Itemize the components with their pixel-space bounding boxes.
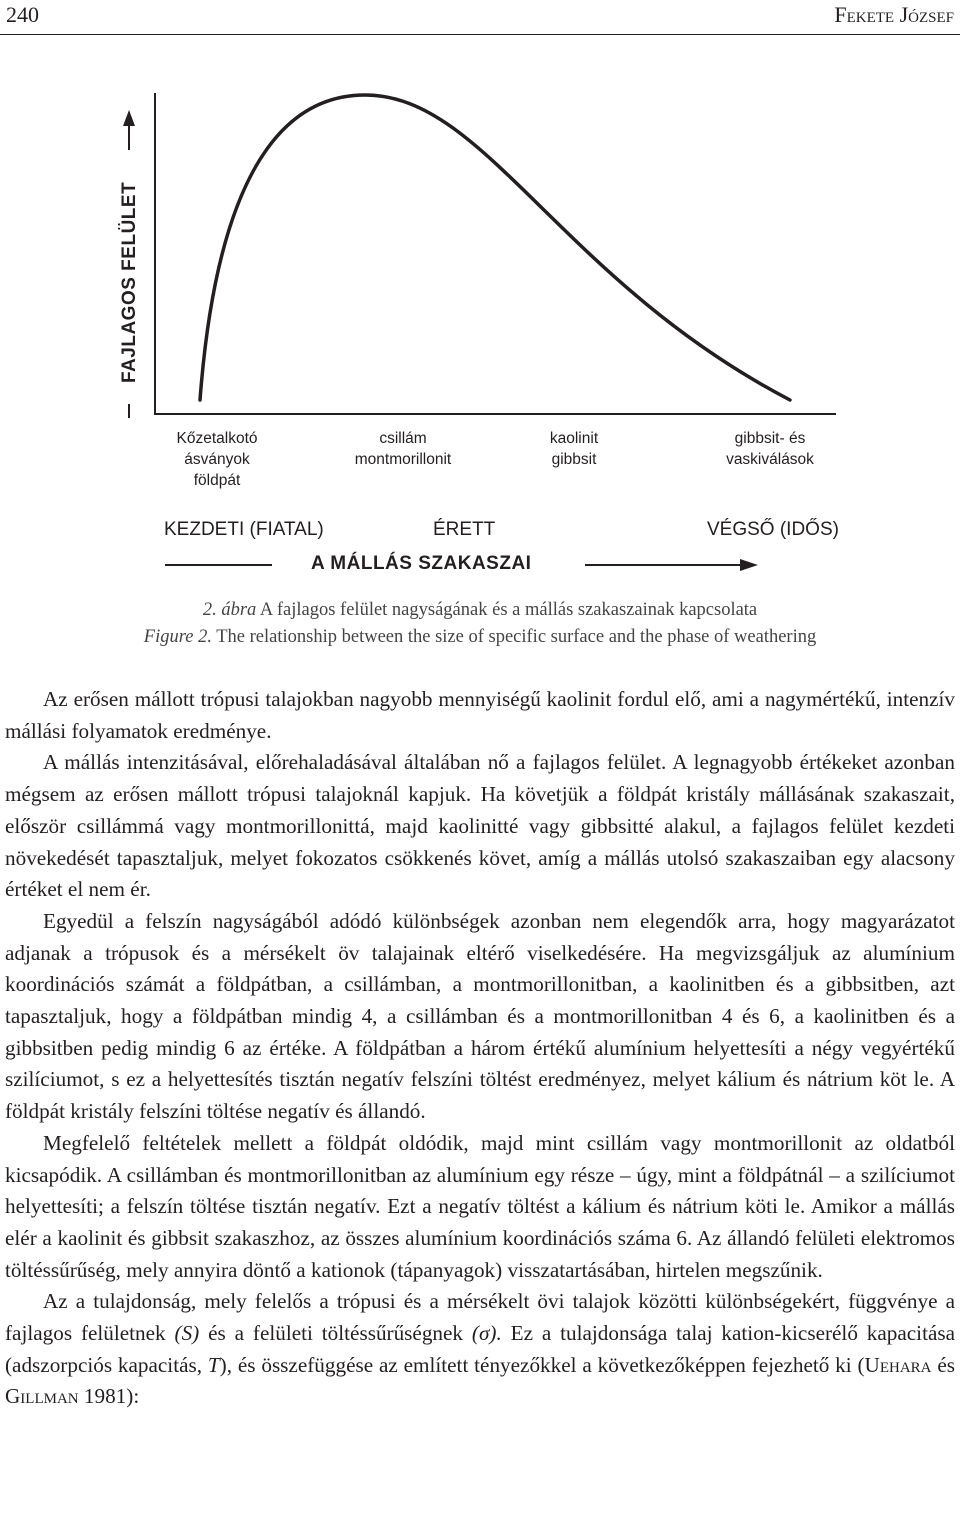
- paragraph-4: Megfelelő feltételek mellett a földpát oldódik, majd mint csillám vagy montmorillonit az oldatból kicsapódik. A csillámban és montmorillonitban az alumínium egy része – úgy, mint a földpátnál – a szilíciumot helyettesíti; a felszín töltése tisztán negatív. Ezt a negatív töltést a kálium és nátrium köti le. Amikor a mállás elér a kaolinit és gibbsit szakaszhoz, az összes alumínium koordinációs száma 6. Az állandó felületi elektromos töltéssűrűség, mely annyira döntő a kationok (tápanyagok) visszatartásában, hirtelen megszűnik.: [5, 1130, 955, 1282]
- p5-text-b: és a felületi töltéssűrűségnek: [208, 1321, 464, 1346]
- p5-ref-gillman: Gillman: [5, 1384, 79, 1409]
- p5-symbol-s: (S): [174, 1321, 200, 1346]
- mineral-label-text: gibbsit: [551, 451, 597, 468]
- stage-label-initial: KEZDETI (FIATAL): [164, 519, 324, 540]
- stage-label-final: VÉGSŐ (IDŐS): [707, 519, 839, 540]
- stage-label-mature: ÉRETT: [433, 519, 496, 540]
- mineral-label-text: földpát: [193, 472, 241, 489]
- p5-ref-uehara: Uehara: [864, 1352, 932, 1377]
- running-header: [0, 0, 960, 36]
- running-head-author: Fekete József: [834, 2, 954, 27]
- mineral-label-text: montmorillonit: [354, 451, 452, 468]
- paragraph-2: A mállás intenzitásával, előrehaladásával általában nő a fajlagos felület. A legnagyobb értékeket azonban mégsem az erősen mállott trópusi talajoknál kapjuk. Ha követjük a földpát kristály mállásának szakaszait, először csillámmá vagy montmorillonittá, majd kaolinitté vagy gibbsitté alakul, a fajlagos felület kezdeti növekedését tapasztaljuk, melyet fokozatos csökkenés követ, amíg a mállás utolsó szakaszaiban egy alacsony értéket el nem ér.: [5, 750, 955, 902]
- caption-en-label: Figure 2.: [143, 627, 212, 647]
- y-title-arrowhead: [123, 110, 135, 126]
- paragraph-3: Egyedül a felszín nagyságából adódó különbségek azonban nem elegendők arra, hogy magyarázatot adjanak a trópusok és a mérsékelt öv talajainak eltérő viselkedésére. Ha megvizsgáljuk az alumínium koordinációs számát a földpátban, a csillámban, a montmorillonitban, a kaolinitben és a gibbsitben, azt tapasztaljuk, hogy a földpátban mindig 4, a csillámban és a montmorillonitban 4 és 6, a kaolinitben és a gibbsitben pedig mindig 6 az értéke. A földpátban a három értékű alumínium helyettesíti a négy vegyértékű szilíciumot, s ez a helyettesítés tisztán negatív felszíni töltést eredményez, melyet kálium és nátrium köt le. A földpát kristály felszíni töltése negatív és állandó.: [5, 908, 955, 1124]
- body-text: [5, 684, 955, 1413]
- mineral-label-1: [162, 428, 272, 491]
- mineral-label-text: csillám: [379, 430, 427, 447]
- caption-hu-label: 2. ábra: [202, 600, 257, 620]
- x-axis-title: A MÁLLÁS SZAKASZAI: [311, 553, 532, 574]
- mineral-label-3: [524, 428, 624, 470]
- caption-hungarian: [0, 600, 960, 621]
- mineral-label-text: ásványok: [184, 451, 250, 468]
- paragraph-5: [5, 1286, 955, 1413]
- p5-text-a: Az a tulajdonság, mely felelős a trópusi és a mérsékelt övi talajok közötti különbségekért, függvénye a fajlagos felületnek: [5, 1289, 955, 1346]
- series-line: [200, 95, 790, 400]
- x-title-arrowhead: [740, 559, 758, 571]
- caption-english: [0, 627, 960, 648]
- y-axis-title: FAJLAGOS FELÜLET: [119, 181, 140, 383]
- mineral-label-4: [705, 428, 835, 470]
- p5-text-e: 1981):: [83, 1384, 140, 1409]
- figure-specific-surface: [0, 40, 960, 640]
- mineral-label-text: vaskiválások: [726, 451, 814, 468]
- p5-symbol-t: T: [207, 1352, 220, 1377]
- p5-text-d: ), és összefüggése az említett tényezőkkel a következőképpen fejezhető ki (: [219, 1352, 865, 1377]
- mineral-label-2: [338, 428, 468, 470]
- header-rule: [0, 34, 960, 35]
- paragraph-1: Az erősen mállott trópusi talajokban nagyobb mennyiségű kaolinit fordul elő, ami a nagymértékű, intenzív mállási folyamatok eredménye.: [5, 687, 955, 743]
- mineral-label-text: gibbsit- és: [734, 430, 806, 447]
- caption-en-text: The relationship between the size of specific surface and the phase of weathering: [216, 627, 817, 647]
- mineral-label-text: Kőzetalkotó: [176, 430, 258, 447]
- mineral-label-text: kaolinit: [549, 430, 599, 447]
- p5-symbol-sigma: (σ).: [471, 1321, 502, 1346]
- p5-text-c: Ez a tulajdonsága talaj kation-kicserélő kapacitása (adszorpciós kapacitás,: [5, 1321, 956, 1377]
- caption-hu-text: A fajlagos felület nagyságának és a mállás szakaszainak kapcsolata: [259, 600, 758, 620]
- chart-svg: [0, 40, 960, 640]
- page-number: 240: [6, 2, 39, 27]
- p5-text-and: és: [937, 1352, 956, 1377]
